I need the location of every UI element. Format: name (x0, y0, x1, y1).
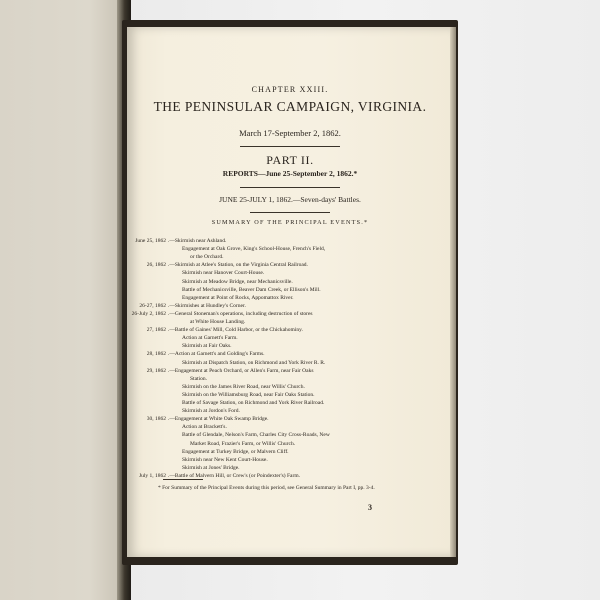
event-text: Battle of Savage Station, on Richmond and York River Railroad. (182, 400, 325, 406)
event-text: .—Action at Garnett's and Golding's Farms. (168, 351, 265, 358)
summary-heading: SUMMARY OF THE PRINCIPAL EVENTS.* (211, 219, 369, 226)
battles-heading: JUNE 25-JULY 1, 1862.—Seven-days' Battles. (219, 195, 361, 204)
event-text: Station. (190, 375, 207, 382)
event-date: 26-27, 1862 (139, 302, 166, 309)
divider (240, 146, 340, 147)
event-text: Skirmish near Hanover Court-House. (182, 270, 265, 277)
event-text: .—Engagement at Peach Orchard, or Allen's Farm, near Fair Oaks (168, 367, 314, 374)
event-text: Skirmish at Fair Oaks. (182, 343, 232, 350)
event-text: Battle of Mechanicsville, Beaver Dam Creek, or Ellison's Mill. (182, 286, 321, 293)
event-text: Battle of Glendale, Nelson's Farm, Charles City Cross-Roads, New (182, 432, 330, 439)
left-page (0, 0, 128, 600)
event-date: June 25, 1862 (135, 238, 166, 244)
page-content (127, 27, 453, 557)
event-text: Engagement at Point of Rocks, Appomattox River. (182, 294, 294, 301)
event-text: .—Skirmishes at Hundley's Corner. (168, 302, 246, 309)
event-text: .—Skirmish near Ashland. (168, 238, 227, 244)
event-text: or the Orchard. (190, 254, 224, 261)
event-text: Skirmish on the Williamsburg Road, near Fair Oaks Station. (182, 391, 315, 398)
event-text: Skirmish at Meadow Bridge, near Mechanicsville. (182, 278, 293, 285)
event-text: Market Road, Frazier's Farm, or Willis' Church. (190, 440, 296, 447)
event-text: Skirmish at Dispatch Station, on Richmond and York River R. R. (182, 359, 326, 366)
divider (240, 187, 340, 188)
chapter-title: THE PENINSULAR CAMPAIGN, VIRGINIA. (153, 99, 427, 114)
event-date: 26, 1862 (146, 262, 166, 269)
date-range: March 17-September 2, 1862. (239, 128, 341, 138)
event-date: 28, 1862 (146, 351, 166, 358)
event-text: Action at Brackett's. (182, 424, 227, 431)
event-text: Skirmish on the James River Road, near Willis' Church. (182, 383, 305, 390)
event-text: .—Engagement at White Oak Swamp Bridge. (168, 416, 269, 423)
event-text: .—Battle of Gaines' Mill, Cold Harbor, or the Chickahominy. (168, 327, 303, 334)
event-date: July 1, 1862 (138, 472, 166, 479)
page-edge (450, 27, 456, 557)
event-date: 27, 1862 (146, 327, 166, 334)
divider (250, 212, 330, 213)
reports-heading: REPORTS—June 25-September 2, 1862.* (222, 169, 358, 178)
book-page (127, 27, 453, 557)
event-text: .—Battle of Malvern Hill, or Crew's (or Poindexter's) Farm. (168, 472, 300, 479)
event-text: Action at Garnett's Farm. (182, 335, 238, 342)
footnote: * For Summary of the Principal Events during this period, see General Summary in Part I, pp. 3-4. (158, 485, 375, 491)
event-text: Skirmish near New Kent Court-House. (182, 456, 268, 463)
footnote-rule (163, 479, 203, 480)
event-text: Skirmish at Jordon's Ford. (182, 408, 240, 415)
event-text: Engagement at Turkey Bridge, or Malvern Cliff. (182, 448, 289, 455)
part-label: PART II. (266, 153, 314, 167)
page-number: 3 (368, 503, 372, 512)
event-date: 29, 1862 (146, 367, 166, 374)
event-text: Skirmish at Jones' Bridge. (182, 464, 240, 471)
event-date: 26-July 2, 1862 (131, 310, 166, 317)
event-text: at White House Landing. (190, 319, 246, 325)
event-text: .—General Stoneman's operations, including destruction of stores (168, 310, 313, 317)
event-text: Engagement at Oak Grove, King's School-House, French's Field, (182, 246, 326, 253)
event-date: 30, 1862 (146, 416, 166, 423)
chapter-label: CHAPTER XXIII. (251, 85, 329, 94)
event-text: .—Skirmish at Atlee's Station, on the Virginia Central Railroad. (168, 262, 308, 269)
